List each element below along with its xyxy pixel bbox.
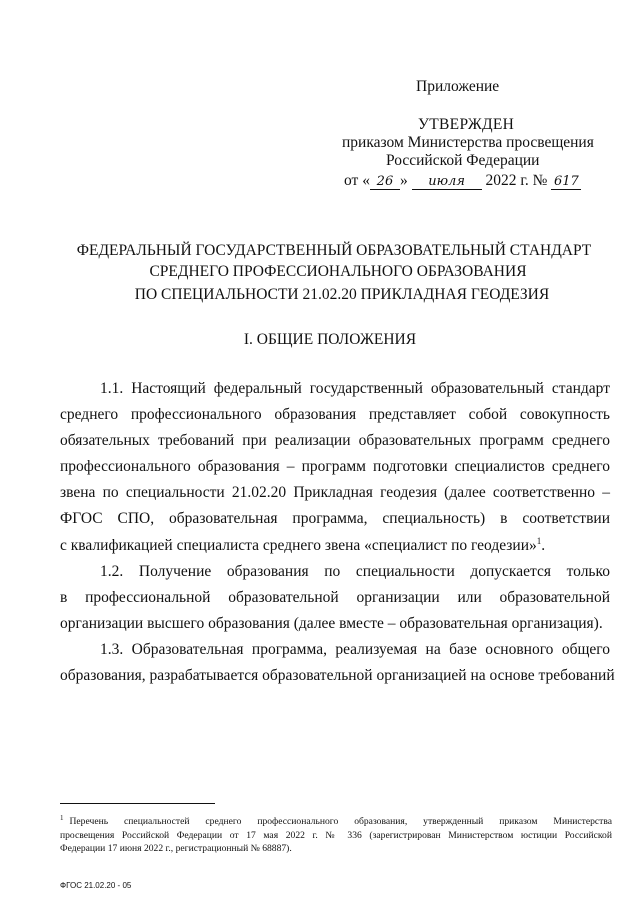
text-line: обязательных требований при реализации образовательных программ среднего: [60, 432, 610, 449]
document-title-line-2: СРЕДНЕГО ПРОФЕССИОНАЛЬНОГО ОБРАЗОВАНИЯ: [149, 263, 527, 280]
section-heading: I. ОБЩИЕ ПОЛОЖЕНИЯ: [243, 331, 417, 348]
appendix-label: Приложение: [416, 78, 500, 95]
date-mid: »: [399, 172, 408, 189]
text-line: среднего профессионального образования представляет собой совокупность: [60, 406, 610, 423]
footnote-line: просвещения Российской Федерации от 17 мая 2022 г. № 336 (зарегистрирован Министерством юстиции Российской: [60, 829, 612, 841]
text-line: 1.1. Настоящий федеральный государственный образовательный стандарт: [100, 380, 610, 397]
footnote-separator: [60, 803, 215, 804]
text-line: в профессиональной образовательной организации или образовательной: [60, 589, 610, 606]
document-title-line-3: ПО СПЕЦИАЛЬНОСТИ 21.02.20 ПРИКЛАДНАЯ ГЕОДЕЗИЯ: [134, 286, 550, 303]
approved-label: УТВЕРЖДЕН: [418, 116, 515, 133]
document-title-line-1: ФЕДЕРАЛЬНЫЙ ГОСУДАРСТВЕННЫЙ ОБРАЗОВАТЕЛЬНЫЙ СТАНДАРТ: [76, 242, 592, 259]
text-line: организации высшего образования (далее вместе – образовательная организация).: [60, 615, 603, 632]
footnote-mark: 1: [60, 814, 64, 822]
approval-country-line: Российской Федерации: [386, 152, 540, 169]
text-line: 1.2. Получение образования по специальности допускается только: [100, 563, 610, 580]
date-year: 2022 г. №: [485, 172, 548, 189]
date-prefix: от «: [344, 172, 370, 189]
text-line: [60, 536, 610, 555]
text-line: образования, разрабатывается образовательной организацией на основе требований: [60, 667, 615, 684]
handwritten-day: 26: [370, 175, 400, 190]
footnote-text: Перечень специальностей среднего профессионального образования, утвержденный приказом Министерства: [69, 816, 612, 828]
approval-date-line: [344, 172, 581, 190]
handwritten-order-number: 617: [551, 175, 581, 190]
footnote-line: Федерации 17 июня 2022 г., регистрационный № 68887).: [60, 843, 292, 855]
document-code: ФГОС 21.02.20 - 05: [60, 881, 132, 890]
footnote-reference: 1: [536, 536, 542, 546]
text-line: профессионального образования – программ подготовки специалистов среднего: [60, 458, 610, 475]
approval-order-line: приказом Министерства просвещения: [342, 134, 594, 151]
text-line: ФГОС СПО, образовательная программа, специальность) в соответствии: [60, 510, 610, 527]
period: .: [541, 537, 546, 555]
text-line: звена по специальности 21.02.20 Прикладная геодезия (далее соответственно –: [60, 484, 610, 501]
handwritten-month: июля: [412, 175, 482, 190]
footnote-line: [60, 812, 612, 829]
text-line-content: с квалификацией специалиста среднего звена «специалист по геодезии»: [60, 537, 537, 555]
footnote: [60, 812, 612, 856]
text-line: 1.3. Образовательная программа, реализуемая на базе основного общего: [100, 641, 610, 658]
